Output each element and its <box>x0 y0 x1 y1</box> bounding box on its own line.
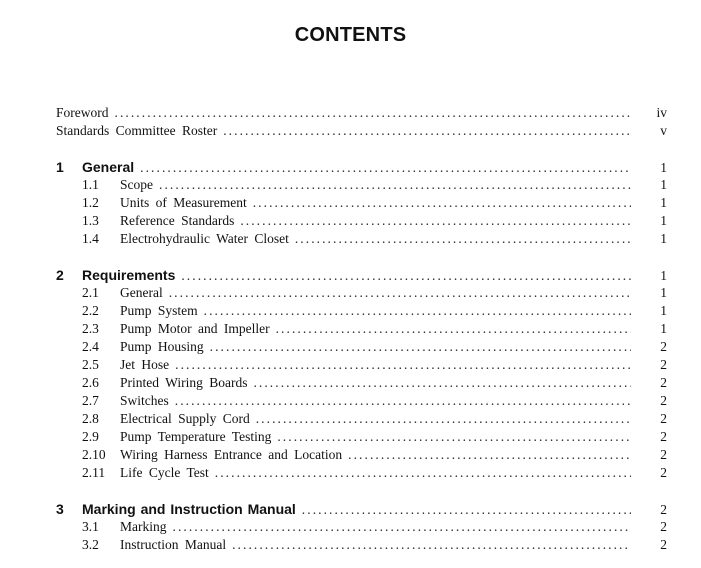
subsection-number: 2.5 <box>82 357 99 372</box>
toc-page-number: 2 <box>660 519 667 534</box>
toc-entry-label: Standards Committee Roster <box>56 123 218 138</box>
toc-page-number: 2 <box>660 502 667 517</box>
subsection-number: 2.7 <box>82 393 99 408</box>
dot-leader <box>276 320 631 338</box>
dot-leader <box>115 104 632 122</box>
subsection-title: Reference Standards <box>120 213 235 228</box>
dot-leader <box>223 122 631 140</box>
toc-subsection[interactable] <box>56 428 667 446</box>
dot-leader <box>295 230 631 248</box>
page-title: CONTENTS <box>294 24 407 46</box>
spacer <box>56 248 667 266</box>
subsection-number: 2.2 <box>82 303 99 318</box>
dot-leader <box>204 302 631 320</box>
toc-page-number: 1 <box>660 321 667 336</box>
toc-page-number: 1 <box>660 303 667 318</box>
toc-subsection[interactable] <box>56 302 667 320</box>
dot-leader <box>215 464 631 482</box>
section-number: 1 <box>56 159 64 175</box>
toc-page-number: v <box>660 123 667 138</box>
dot-leader <box>175 356 631 374</box>
subsection-number: 2.6 <box>82 375 99 390</box>
toc-subsection[interactable] <box>56 176 667 194</box>
toc-page-number: 2 <box>660 411 667 426</box>
subsection-number: 1.2 <box>82 195 99 210</box>
toc-section-1[interactable] <box>56 158 667 176</box>
toc-page-number: 1 <box>660 268 667 283</box>
subsection-title: Units of Measurement <box>120 195 247 210</box>
dot-leader <box>302 501 631 519</box>
toc-subsection[interactable] <box>56 410 667 428</box>
toc-page-number: 2 <box>660 447 667 462</box>
section-title: Marking and Instruction Manual <box>82 501 296 517</box>
section-title: General <box>82 159 135 175</box>
toc-subsection[interactable] <box>56 212 667 230</box>
toc-page-number: 1 <box>660 160 667 175</box>
subsection-title: Jet Hose <box>120 357 170 372</box>
section-title: Requirements <box>82 267 176 283</box>
toc-page-number: 1 <box>660 177 667 192</box>
toc-page-number: 1 <box>660 285 667 300</box>
toc-subsection[interactable] <box>56 320 667 338</box>
spacer <box>56 482 667 500</box>
subsection-title: General <box>120 285 163 300</box>
dot-leader <box>181 267 631 285</box>
toc-page-number: 2 <box>660 465 667 480</box>
toc-subsection[interactable] <box>56 374 667 392</box>
toc-subsection[interactable] <box>56 518 667 536</box>
subsection-number: 1.3 <box>82 213 99 228</box>
dot-leader <box>169 284 631 302</box>
subsection-number: 3.1 <box>82 519 99 534</box>
toc-subsection[interactable] <box>56 356 667 374</box>
toc-section-3[interactable] <box>56 500 667 518</box>
toc-page-number: 2 <box>660 339 667 354</box>
subsection-title: Pump Motor and Impeller <box>120 321 270 336</box>
dot-leader <box>277 428 631 446</box>
dot-leader <box>256 410 631 428</box>
subsection-title: Wiring Harness Entrance and Location <box>120 447 343 462</box>
toc-subsection[interactable] <box>56 284 667 302</box>
subsection-title: Printed Wiring Boards <box>120 375 248 390</box>
spacer <box>56 140 667 158</box>
toc-page-number: 1 <box>660 213 667 228</box>
dot-leader <box>253 194 631 212</box>
toc-entry-foreword[interactable] <box>56 104 667 122</box>
toc-page-number: iv <box>656 105 667 120</box>
table-of-contents <box>56 104 667 554</box>
toc-subsection[interactable] <box>56 338 667 356</box>
subsection-number: 2.11 <box>82 465 106 480</box>
subsection-title: Life Cycle Test <box>120 465 209 480</box>
toc-page-number: 2 <box>660 357 667 372</box>
toc-section-2[interactable] <box>56 266 667 284</box>
subsection-number: 2.8 <box>82 411 99 426</box>
dot-leader <box>253 374 631 392</box>
dot-leader <box>232 536 631 554</box>
subsection-number: 1.1 <box>82 177 99 192</box>
section-number: 3 <box>56 501 64 517</box>
dot-leader <box>210 338 631 356</box>
section-number: 2 <box>56 267 64 283</box>
subsection-title: Switches <box>120 393 169 408</box>
subsection-title: Pump Housing <box>120 339 204 354</box>
subsection-title: Instruction Manual <box>120 537 227 552</box>
toc-page-number: 1 <box>660 231 667 246</box>
subsection-title: Electrohydraulic Water Closet <box>120 231 289 246</box>
subsection-number: 2.1 <box>82 285 99 300</box>
toc-subsection[interactable] <box>56 392 667 410</box>
toc-subsection[interactable] <box>56 194 667 212</box>
toc-page-number: 2 <box>660 375 667 390</box>
subsection-title: Electrical Supply Cord <box>120 411 250 426</box>
toc-subsection[interactable] <box>56 230 667 248</box>
toc-page-number: 1 <box>660 195 667 210</box>
subsection-number: 1.4 <box>82 231 99 246</box>
toc-subsection[interactable] <box>56 464 667 482</box>
subsection-title: Marking <box>120 519 167 534</box>
dot-leader <box>240 212 631 230</box>
subsection-number: 2.10 <box>82 447 106 462</box>
toc-entry-label: Foreword <box>56 105 109 120</box>
toc-page-number: 2 <box>660 429 667 444</box>
subsection-number: 2.3 <box>82 321 99 336</box>
subsection-title: Pump Temperature Testing <box>120 429 272 444</box>
subsection-title: Pump System <box>120 303 198 318</box>
toc-subsection[interactable] <box>56 446 667 464</box>
dot-leader <box>175 392 631 410</box>
dot-leader <box>159 176 631 194</box>
subsection-number: 3.2 <box>82 537 99 552</box>
dot-leader <box>140 159 631 177</box>
toc-page-number: 2 <box>660 393 667 408</box>
subsection-title: Scope <box>120 177 153 192</box>
toc-page-number: 2 <box>660 537 667 552</box>
toc-entry-committee-roster[interactable] <box>56 122 667 140</box>
toc-subsection[interactable] <box>56 536 667 554</box>
dot-leader <box>348 446 631 464</box>
subsection-number: 2.4 <box>82 339 99 354</box>
subsection-number: 2.9 <box>82 429 99 444</box>
dot-leader <box>173 518 632 536</box>
